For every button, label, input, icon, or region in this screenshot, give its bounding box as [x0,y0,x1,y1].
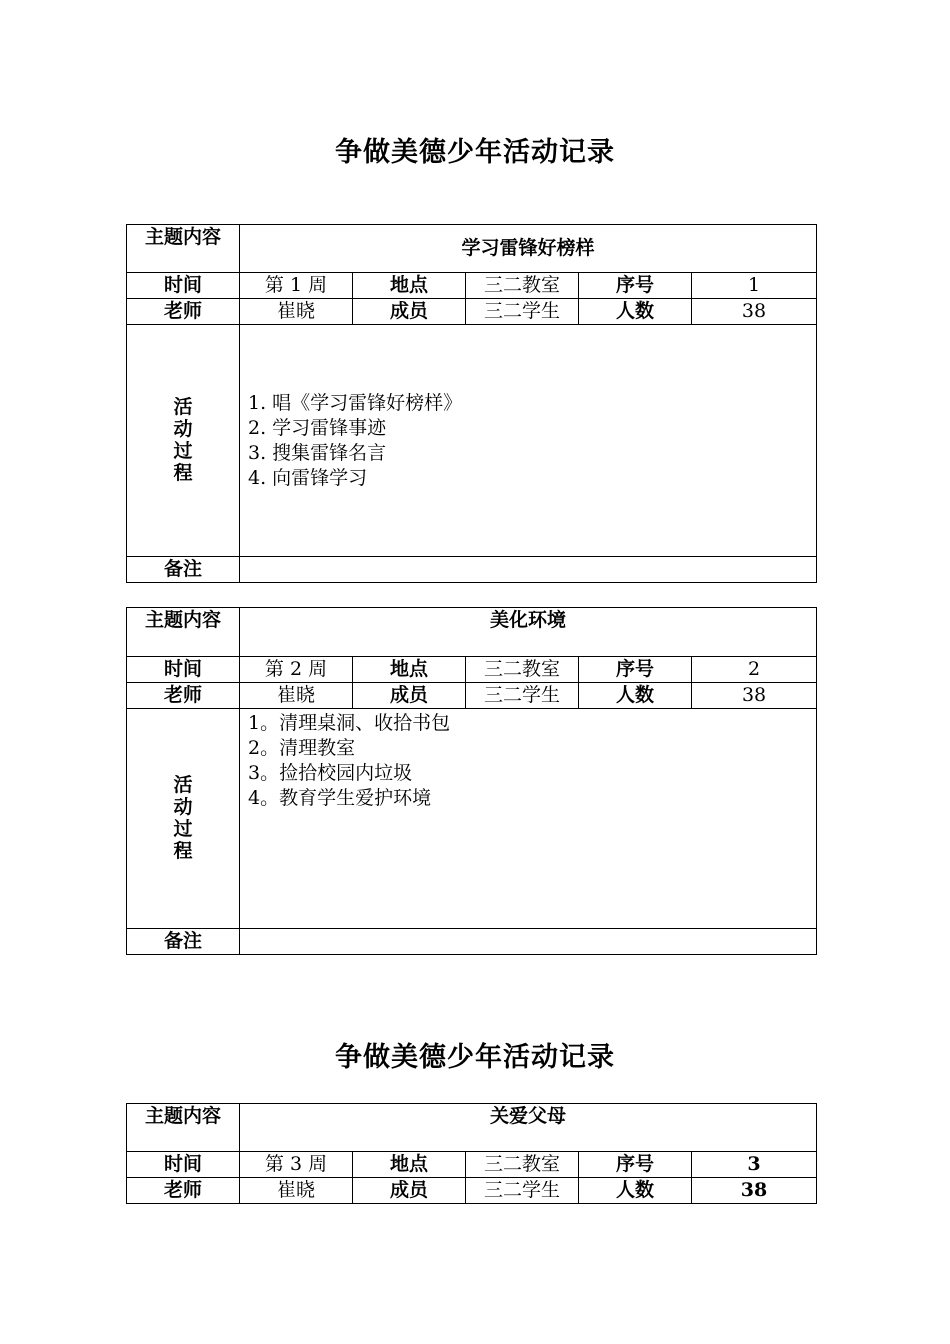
process-label-cell [127,325,240,557]
place-label: 地点 [353,273,466,299]
count-label: 人数 [579,299,692,325]
place-label: 地点 [353,657,466,683]
process-label: 活动过程 [173,774,193,863]
remark-label: 备注 [127,557,240,583]
teacher-label: 老师 [127,683,240,709]
time-label: 时间 [127,273,240,299]
seq-value: 1 [692,273,817,299]
time-value: 第 3 周 [240,1152,353,1178]
seq-value: 2 [692,657,817,683]
place-value: 三二教室 [466,657,579,683]
members-value: 三二学生 [466,1178,579,1204]
count-label: 人数 [579,1178,692,1204]
count-value: 38 [692,1178,817,1204]
place-value: 三二教室 [466,1152,579,1178]
topic-label: 主题内容 [127,225,240,273]
members-label: 成员 [353,1178,466,1204]
topic-value: 关爱父母 [240,1104,817,1152]
remark-label: 备注 [127,929,240,955]
record-table-1 [126,224,817,583]
place-value: 三二教室 [466,273,579,299]
process-list [248,711,816,811]
topic-value: 学习雷锋好榜样 [240,225,817,273]
seq-value: 3 [692,1152,817,1178]
page-title: 争做美德少年活动记录 [335,137,615,168]
topic-value: 美化环境 [240,608,817,657]
process-cell [240,325,817,557]
process-item: 4。教育学生爱护环境 [248,787,432,809]
process-label-cell [127,709,240,929]
seq-label: 序号 [579,273,692,299]
process-item: 2. 学习雷锋事迹 [248,416,387,439]
count-value: 38 [692,683,817,709]
process-label: 活动过程 [173,396,193,485]
teacher-label: 老师 [127,1178,240,1204]
process-item: 2。清理教室 [248,737,356,759]
time-label: 时间 [127,657,240,683]
remark-value [240,929,817,955]
seq-label: 序号 [579,1152,692,1178]
topic-label: 主题内容 [127,608,240,657]
count-value: 38 [692,299,817,325]
place-label: 地点 [353,1152,466,1178]
process-item: 1。清理桌洞、收拾书包 [248,712,451,734]
topic-label: 主题内容 [127,1104,240,1152]
members-value: 三二学生 [466,299,579,325]
process-item: 3. 搜集雷锋名言 [248,441,387,464]
process-cell [240,709,817,929]
teacher-value: 崔晓 [240,1178,353,1204]
teacher-value: 崔晓 [240,683,353,709]
time-label: 时间 [127,1152,240,1178]
page-title-2: 争做美德少年活动记录 [335,1042,615,1073]
teacher-label: 老师 [127,299,240,325]
process-item: 3。捡拾校园内垃圾 [248,762,413,784]
members-value: 三二学生 [466,683,579,709]
record-table-2 [126,607,817,955]
count-label: 人数 [579,683,692,709]
process-item: 4. 向雷锋学习 [248,466,368,489]
remark-value [240,557,817,583]
process-item: 1. 唱《学习雷锋好榜样》 [248,391,463,414]
teacher-value: 崔晓 [240,299,353,325]
members-label: 成员 [353,299,466,325]
process-list [248,391,816,491]
record-table-3 [126,1103,817,1204]
seq-label: 序号 [579,657,692,683]
members-label: 成员 [353,683,466,709]
time-value: 第 1 周 [240,273,353,299]
time-value: 第 2 周 [240,657,353,683]
